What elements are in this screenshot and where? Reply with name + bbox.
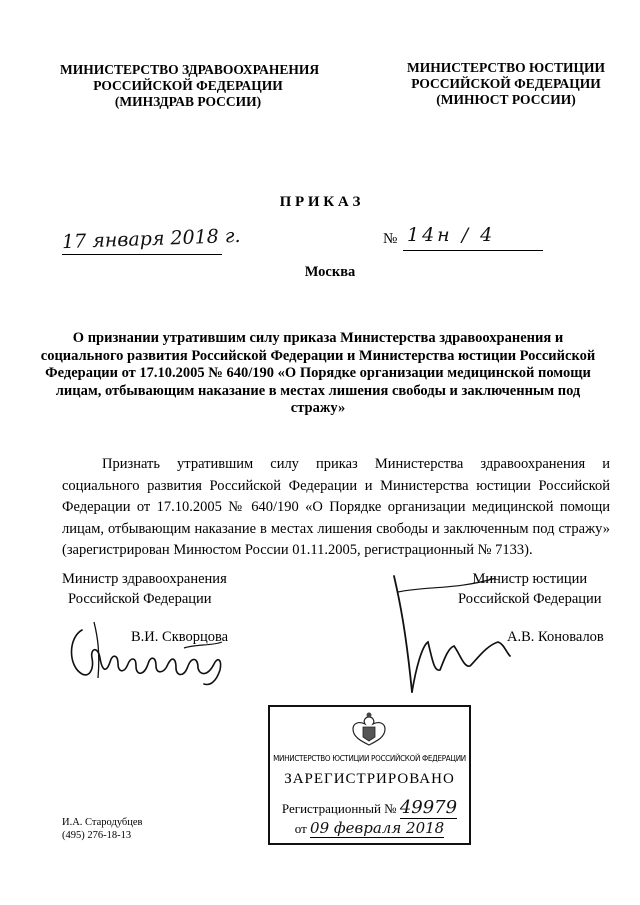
right-signatory-line2: Российской Федерации (458, 591, 602, 607)
stamp-date-line (270, 819, 469, 837)
number-underline (403, 250, 543, 251)
executor-name: И.А. Стародубцев (62, 817, 143, 828)
number-handwritten: 14н / 4 (407, 224, 496, 246)
right-ministry-line2: РОССИЙСКОЙ ФЕДЕРАЦИИ (411, 76, 601, 91)
right-signature-image (386, 572, 516, 698)
right-ministry-header (400, 60, 612, 108)
registration-stamp (268, 705, 471, 845)
right-ministry-line1: МИНИСТЕРСТВО ЮСТИЦИИ (406, 60, 605, 75)
right-ministry-line3: (МИНЮСТ РОССИИ) (436, 92, 576, 107)
stamp-ministry: МИНИСТЕРСТВО ЮСТИЦИИ РОССИЙСКОЙ ФЕДЕРАЦИИ (273, 754, 466, 763)
left-signatory-name: В.И. Скворцова (131, 629, 229, 645)
right-signatory-name: А.В. Коновалов (507, 629, 604, 645)
coat-of-arms-emblem (349, 711, 389, 751)
stamp-reg-number: 49979 (399, 797, 458, 818)
stamp-date-value: 09 февраля 2018 (310, 819, 445, 837)
left-ministry-header (60, 62, 320, 110)
order-title: О признании утратившим силу приказа Министерства здравоохранения и социального развития Российской Федерации и Министерства юстиции Российской Федерации от 17.10.2005 № 640/190 «О Порядке организации медицинской помощи лицам, отбывающим наказание в местах лишения свободы и заключенным под стражу» (40, 330, 596, 416)
left-ministry-line1: МИНИСТЕРСТВО ЗДРАВООХРАНЕНИЯ (60, 62, 320, 77)
left-ministry-line2: РОССИЙСКОЙ ФЕДЕРАЦИИ (93, 78, 283, 93)
stamp-reg-label: Регистрационный № (281, 801, 397, 816)
right-signatory-line1: Министр юстиции (472, 571, 588, 587)
date-line (61, 224, 241, 255)
stamp-date-label: от (294, 821, 307, 836)
stamp-reg-line (270, 797, 469, 818)
order-body-text: Признать утратившим силу приказ Министерства здравоохранения и социального развития Российской Федерации и Министерства юстиции Российской Федерации от 17.10.2005 № 640/190 «О Порядке организации медицинской помощи лицам, отбывающим наказание в местах лишения свободы и заключенным под стражу» (зарегистрирован Минюстом России 01.11.2005, регистрационный № 7133). (62, 456, 610, 558)
doc-type: П Р И К А З (279, 194, 361, 210)
left-signatory-line2: Российской Федерации (68, 591, 212, 607)
executor-phone: (495) 276-18-13 (62, 830, 132, 841)
left-signature-image (64, 618, 234, 690)
date-handwritten: 17 января 2018 г. (61, 224, 241, 254)
order-body (62, 454, 610, 562)
stamp-status: ЗАРЕГИСТРИРОВАНО (284, 771, 455, 787)
left-signatory-position (62, 569, 227, 609)
number-block (383, 224, 543, 252)
number-prefix: № (383, 231, 398, 247)
executor-info (62, 816, 143, 842)
city: Москва (304, 264, 356, 280)
left-signatory-line1: Министр здравоохранения (62, 571, 227, 587)
left-ministry-line3: (МИНЗДРАВ РОССИИ) (114, 94, 262, 109)
